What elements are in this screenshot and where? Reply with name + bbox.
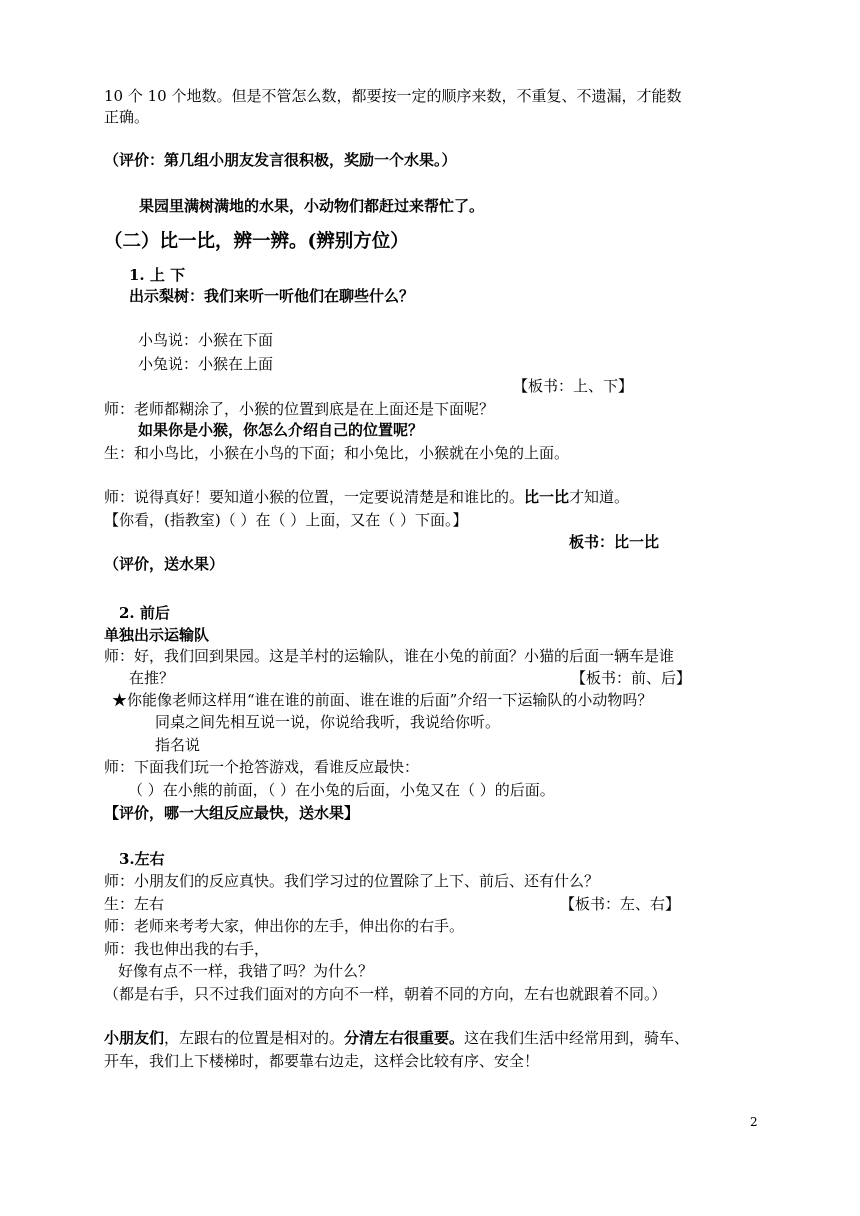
subsection-heading: 2. 前后 [119,604,170,622]
bold-paragraph: 出示梨树：我们来听一听他们在聊些什么？ [129,287,415,305]
text-run: 才知道。 [569,488,630,506]
bold-paragraph: 如果你是小猴，你怎么介绍自己的位置呢？ [138,421,424,439]
body-text-line: 师：老师来考考大家，伸出你的左手，伸出你的右手。 [104,917,465,935]
section-heading: （二）比一比，辨一辨。(辨别方位） [104,231,409,252]
text-run: ，左跟右的位置是相对的。 [164,1029,345,1047]
body-text-line: 师：我也伸出我的右手， [104,940,270,958]
text-run: 师：说得真好！要知道小猴的位置，一定要说清楚是和谁比的。 [104,488,525,506]
subsection-heading: 3.左右 [119,850,165,868]
body-text-line: 开车，我们上下楼梯时，都要靠右边走，这样会比较有序、安全！ [104,1052,540,1070]
emphasis-text: 小朋友们 [104,1029,165,1047]
emphasis-text: 分清左右很重要。 [344,1029,465,1047]
board-note: 【板书：上、下】 [513,377,634,395]
text-run: 这在我们生活中经常用到，骑车、 [464,1029,690,1047]
body-text-line: 指名说 [155,736,201,754]
evaluation-note: （评价：第几组小朋友发言很积极，奖励一个水果。） [104,151,457,169]
board-note: 【板书：左、右】 [560,895,681,913]
bold-paragraph: 单独出示运输队 [104,626,210,644]
body-text-line [104,487,629,507]
body-text-line: 10 个 10 个地数。但是不管怎么数，都要按一定的顺序来数，不重复、不遗漏，才能数 [104,87,682,105]
body-text-line: 师：下面我们玩一个抢答游戏，看谁反应最快： [104,758,420,776]
body-text-line: 生：左右 [104,895,165,913]
evaluation-note: 【评价，哪一大组反应最快，送水果】 [104,804,360,822]
body-text-line: （都是右手，只不过我们面对的方向不一样，朝着不同的方向，左右也就跟着不同。） [104,985,667,1003]
body-text-line: 好像有点不一样，我错了吗？为什么？ [118,962,374,980]
body-text-line: 小鸟说：小猴在下面 [138,331,274,349]
bold-paragraph: 果园里满树满地的水果，小动物们都赶过来帮忙了。 [139,197,485,215]
emphasis-text: 比一比 [524,488,570,506]
body-text-line: 师：好，我们回到果园。这是羊村的运输队，谁在小兔的前面？小猫的后面一辆车是谁 [104,647,675,665]
body-text-line: 师：小朋友们的反应真快。我们学习过的位置除了上下、前后、还有什么？ [104,872,600,890]
body-text-line: （ ）在小熊的前面，（ ）在小兔的后面，小兔又在（ ）的后面。 [128,781,555,799]
body-text-line: 正确。 [104,108,150,126]
body-text-line: 师：老师都糊涂了，小猴的位置到底是在上面还是下面呢？ [104,400,495,418]
body-text-line [104,1028,689,1048]
page-number: 2 [750,1115,758,1129]
board-note: 板书：比一比 [569,533,660,551]
body-text-line: 同桌之间先相互说一说，你说给我听，我说给你听。 [155,713,501,731]
body-text-line: 生：和小鸟比，小猴在小鸟的下面；和小兔比，小猴就在小兔的上面。 [104,444,570,462]
body-text-line: 小兔说：小猴在上面 [138,355,274,373]
evaluation-note: （评价，送水果） [104,555,225,573]
subsection-heading: 1. 上 下 [129,266,186,284]
body-text-line: 【你看，(指教室)（ ）在（ ）上面，又在（ ）下面。】 [104,511,468,529]
body-text-line: 在推？ [129,669,175,687]
board-note: 【板书：前、后】 [571,669,692,687]
body-text-line: ★你能像老师这样用“谁在谁的前面、谁在谁的后面”介绍一下运输队的小动物吗？ [112,691,653,709]
